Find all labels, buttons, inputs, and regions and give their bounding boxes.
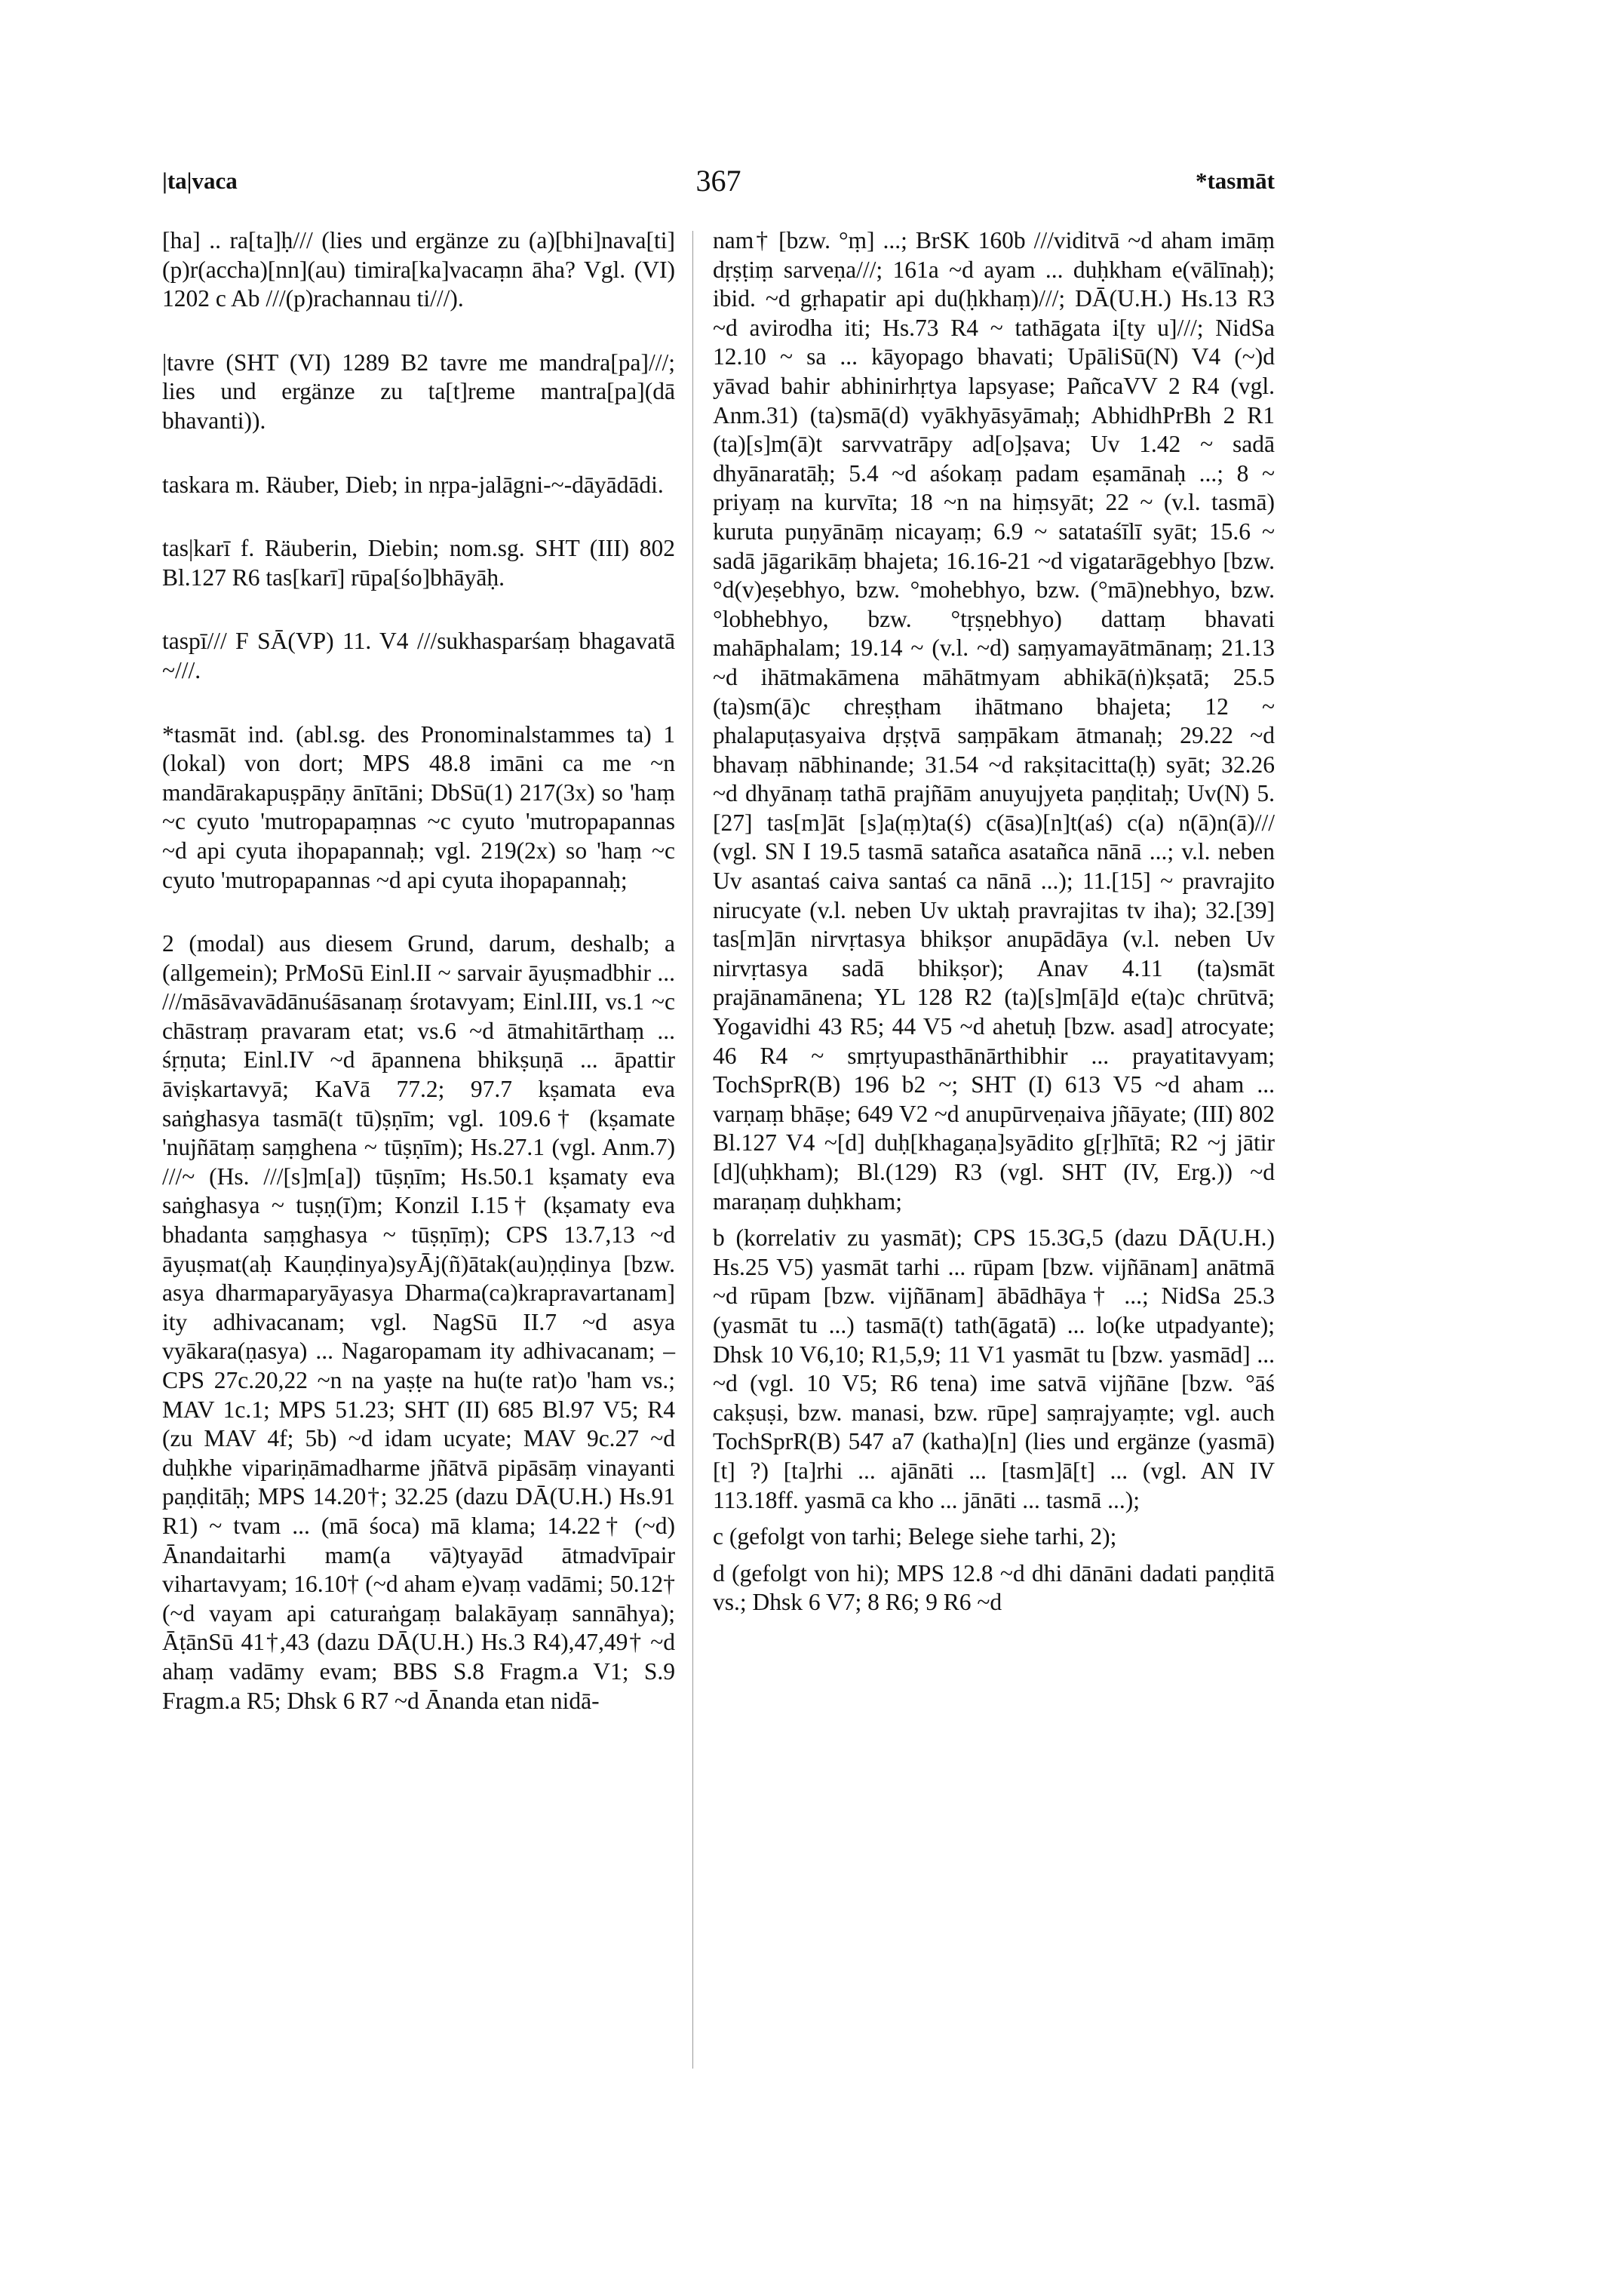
entry-tasmat-2d: d (gefolgt von hi); MPS 12.8 ~d dhi dānāni dadati paṇḍitā vs.; Dhsk 6 V7; 8 R6; 9 R6 ~d bbox=[713, 1559, 1275, 1616]
header-left-keyword: |ta|vaca bbox=[162, 167, 238, 194]
right-column bbox=[713, 226, 1275, 1617]
entry-taspi: taspī/// F SĀ(VP) 11. V4 ///sukhasparśaṃ bhagavatā ~///. bbox=[162, 628, 675, 683]
page-number: 367 bbox=[695, 164, 741, 198]
entry-ha-ratah: [ha] .. ra[ta]ḥ/// (lies und ergänze zu (a)[bhi]nava[ti] (p)r(accha)[nn](au) timira[ka]vacaṃn āha? Vgl. (VI) 1202 c Ab ///(p)rachannau ti///). bbox=[162, 227, 675, 312]
entry-tavre: |tavre (SHT (VI) 1289 B2 tavre me mandra[pa]///; lies und ergänze zu ta[t]reme mantra[pa](dā bhavanti)). bbox=[162, 349, 675, 434]
entry-tasmat-1: *tasmāt ind. (abl.sg. des Pronominalstammes ta) 1 (lokal) von dort; MPS 48.8 imāni ca me ~n mandārakapuṣpāṇy ānītāni; DbSū(1) 217(3x) so 'haṃ ~c cyuto 'mutropapaṃnas ~c cyuto 'mutropapannas ~d api cyuta ihopapannaḥ; vgl. 219(2x) so 'haṃ ~c cyuto 'mutropapannas ~d api cyuta ihopapannaḥ; bbox=[162, 720, 675, 893]
entry-taskara: taskara m. Räuber, Dieb; in nṛpa-jalāgni-~-dāyādādi. bbox=[162, 471, 664, 498]
header-right-keyword: *tasmāt bbox=[1195, 167, 1275, 194]
entry-taskari: tas|karī f. Räuberin, Diebin; nom.sg. SHT (III) 802 Bl.127 R6 tas[karī] rūpa[śo]bhāyāḥ. bbox=[162, 535, 675, 591]
entry-tasmat-2b: b (korrelativ zu yasmāt); CPS 15.3G,5 (dazu DĀ(U.H.) Hs.25 V5) yasmāt tarhi ... rūpam [bzw. vijñānam] anātmā ~d rūpam [bzw. vijñānam] ābādhāya† ...; NidSa 25.3 (yasmāt tu ...) tasmā(t) tath(āgatā) ... lo(ke utpadyante); Dhsk 10 V6,10; R1,5,9; 11 V1 yasmāt tu [bzw. yasmād] ... ~d (vgl. 10 V5; R6 tena) ime satvā vijñāne [bzw. °āś cakṣuṣi, bzw. manasi, bzw. rūpe] saṃrajyaṃte; vgl. auch TochSprR(B) 547 a7 (katha)[n] (lies und ergänze (yasmā)[t] ?) [ta]rhi ... ajānāti ... [tasm]ā[t] ... (vgl. AN IV 113.18ff. yasmā ca kho ... jānāti ... tasmā ...); bbox=[713, 1224, 1275, 1513]
running-header bbox=[162, 164, 1275, 205]
left-column bbox=[162, 226, 675, 1750]
entry-tasmat-2a-continued: nam† [bzw. °ṃ] ...; BrSK 160b ///viditvā ~d aham imāṃ dṛṣṭiṃ sarveṇa///; 161a ~d ayam ... duḥkham e(vālīnaḥ); ibid. ~d gṛhapatir api du(ḥkhaṃ)///; DĀ(U.H.) Hs.13 R3 ~d avirodha iti; Hs.73 R4 ~ tathāgata i[ty u]///; NidSa 12.10 ~ sa ... kāyopago bhavati; UpāliSū(N) V4 (~)d yāvad bahir abhinirhṛtya lapsyase; PañcaVV 2 R4 (vgl. Anm.31) (ta)smā(d) vyākhyāsyāmaḥ; AbhidhPrBh 2 R1 (ta)[s]m(ā)t sarvvatrāpy ad[o]ṣava; Uv 1.42 ~ sadā dhyānaratāḥ; 5.4 ~d aśokaṃ padam eṣamānaḥ ...; 8 ~ priyaṃ na kurvīta; 18 ~n na hiṃsyāt; 22 ~ (v.l. tasmā) kuruta puṇyānāṃ nicayaṃ; 6.9 ~ satataśīlī syāt; 15.6 ~ sadā jāgarikāṃ bhajeta; 16.16-21 ~d vigatarāgebhyo [bzw. °d(v)eṣebhyo, bzw. °mohebhyo, bzw. (°mā)nebhyo, bzw. °lobhebhyo, bzw. °tṛṣṇebhyo) dattaṃ bhavati mahāphalam; 19.14 ~ (v.l. ~d) saṃyamayātmānaṃ; 21.13 ~d ihātmakāmena māhātmyam abhikā(ṅ)kṣatā; 25.5 (ta)sm(ā)c chreṣṭham ihātmano bhajeta; 12 ~ phalapuṭasyaiva dṛṣṭvā saṃpākam ātmanaḥ; 29.22 ~d bhavaṃ nābhinande; 31.54 ~d rakṣitacitta(ḥ) syāt; 32.26 ~d dhyānaṃ tathā prajñām anuyujyeta paṇḍitaḥ; Uv(N) 5.[27] tas[m]āt [s]a(ṃ)ta(ś) c(āsa)[n]t(aś) c(a) n(ā)n(ā)/// (vgl. SN I 19.5 tasmā satañca asatañca nānā ...; v.l. neben Uv asantaś caiva santaś ca nānā ...); 11.[15] ~ pravrajito nirucyate (v.l. neben Uv uktaḥ pravrajitas tv iha); 32.[39] tas[m]ān nirvṛtasya bhikṣor anupādāya (v.l. neben Uv nirvṛtasya sadā bhikṣor); Anav 4.11 (ta)smāt prajānamānena; YL 128 R2 (ta)[s]m[ā]d e(ta)c chrūtvā; Yogavidhi 43 R5; 44 V5 ~d ahetuḥ [bzw. asad] atrocyate; 46 R4 ~ smṛtyupasthānārthibhir ... prayatitavyam; TochSprR(B) 196 b2 ~; SHT (I) 613 V5 ~d aham ... varṇaṃ bhāṣe; 649 V2 ~d anupūrveṇaiva jñāyate; (III) 802 Bl.127 V4 ~[d] duḥ[khagaṇa]syādito g[ṛ]hītā; R2 ~j jātir [d](uḥkham); Bl.(129) R3 (vgl. SHT (IV, Erg.)) ~d maraṇaṃ duḥkham; bbox=[713, 227, 1275, 1215]
entry-tasmat-2c: c (gefolgt von tarhi; Belege siehe tarhi, 2); bbox=[713, 1523, 1117, 1550]
column-divider bbox=[692, 231, 693, 2069]
entry-tasmat-2: 2 (modal) aus diesem Grund, darum, deshalb; a (allgemein); PrMoSū Einl.II ~ sarvair āyuṣmadbhir ... ///māsāvavādānuśāsanaṃ śrotavyam; Einl.III, vs.1 ~c chāstraṃ pravaram etat; vs.6 ~d ātmahitārthaṃ ... śṛṇuta; Einl.IV ~d āpannena bhikṣuṇā ... āpattir āviṣkartavyā; KaVā 77.2; 97.7 kṣamata eva saṅghasya tasmā(t tū)ṣṇīm; vgl. 109.6† (kṣamate 'nujñātaṃ saṃghena ~ tūṣṇīm); Hs.27.1 (vgl. Anm.7) ///~ (Hs. ///[s]m[a]) tūṣṇīm; Hs.50.1 kṣamaty eva saṅghasya ~ tuṣṇ(ī)m; Konzil I.15† (kṣamaty eva bhadanta saṃghasya ~ tūṣṇīṃ); CPS 13.7,13 ~d āyuṣmat(aḥ Kauṇḍinya)syĀj(ñ)ātak(au)ṇḍinya [bzw. asya dharmaparyāyasya Dharma(ca)krapravartanam] ity adhivacanam; vgl. NagSū II.7 ~d asya vyākara(ṇasya) ... Nagaropamam ity adhivacanam; – CPS 27c.20,22 ~n na yaṣṭe na hu(te rat)o 'ham vs.; MAV 1c.1; MPS 51.23; SHT (II) 685 Bl.97 V5; R4 (zu MAV 4f; 5b) ~d idam ucyate; MAV 9c.27 ~d duḥkhe vipariṇāmadharme jñātvā pipāsāṃ vinayanti paṇḍitāḥ; MPS 14.20†; 32.25 (dazu DĀ(U.H.) Hs.91 R1) ~ tvam ... (mā śoca) mā klama; 14.22† (~d) Ānandaitarhi mam(a vā)tyayād ātmadvīpair vihartavyam; 16.10† (~d aham e)vaṃ vadāmi; 50.12† (~d vayam api caturaṅgaṃ balakāyaṃ sannāhya); ĀṭānSū 41†,43 (dazu DĀ(U.H.) Hs.3 R4),47,49† ~d ahaṃ vadāmy evam; BBS S.8 Fragm.a V1; S.9 Fragm.a R5; Dhsk 6 R7 ~d Ānanda etan nidā- bbox=[162, 930, 675, 1714]
